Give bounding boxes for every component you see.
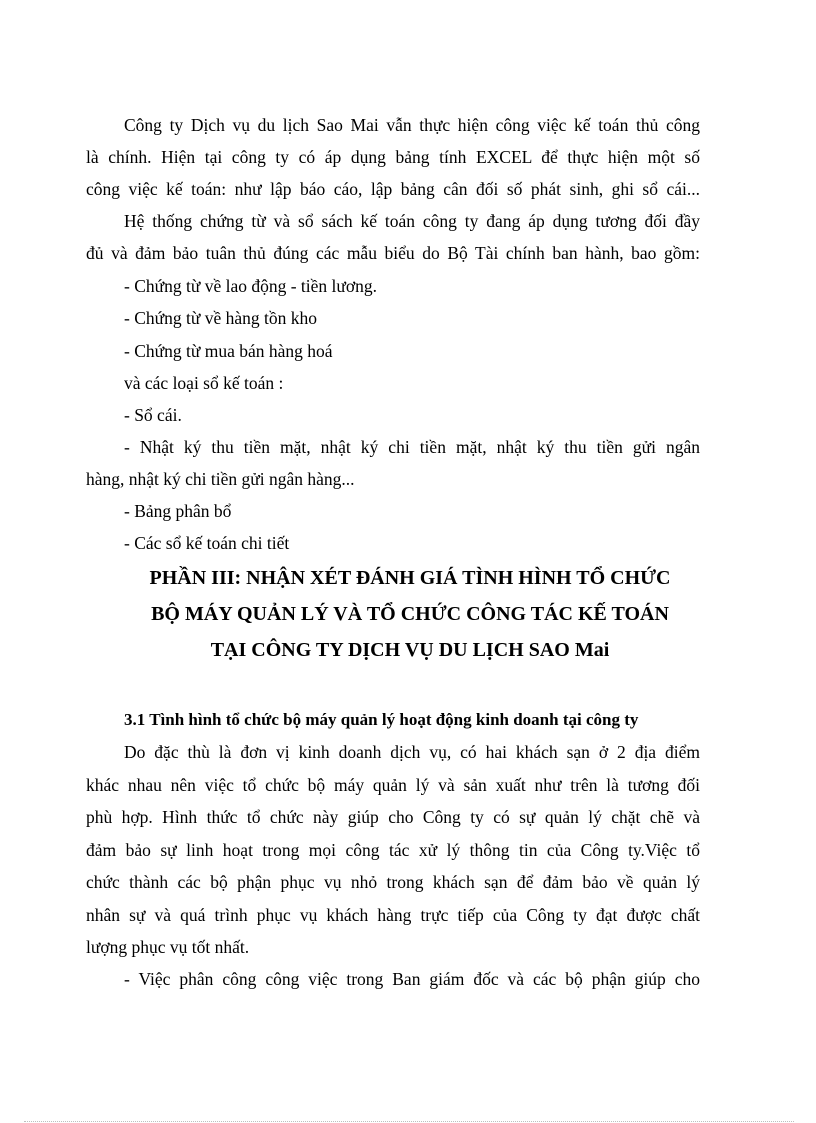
list-item-continuation: hàng, nhật ký chi tiền gửi ngân hàng... xyxy=(86,469,355,489)
paragraph-line: - Việc phân công công việc trong Ban giám đốc và các bộ phận giúp cho xyxy=(124,969,700,989)
list-item: - Chứng từ về lao động - tiền lương. xyxy=(124,276,378,296)
page-bottom-border xyxy=(24,1121,794,1122)
paragraph-line: đủ và đảm bảo tuân thủ đúng các mẫu biểu do Bộ Tài chính ban hành, bao gồm: xyxy=(86,243,700,263)
paragraph-line: khác nhau nên việc tổ chức bộ máy quản lý và sản xuất như trên là tương đối xyxy=(86,775,700,795)
part-title: PHẦN III: NHẬN XÉT ĐÁNH GIÁ TÌNH HÌNH TỔ CHỨC xyxy=(149,567,671,589)
paragraph-line: Hệ thống chứng từ và sổ sách kế toán công ty đang áp dụng tương đối đầy xyxy=(124,211,700,231)
paragraph-line: chức thành các bộ phận phục vụ nhỏ trong khách sạn để đảm bảo về quản lý xyxy=(86,872,700,892)
paragraph-line: là chính. Hiện tại công ty có áp dụng bảng tính EXCEL để thực hiện một số xyxy=(86,147,700,167)
paragraph-line: đảm bảo sự linh hoạt trong mọi công tác xử lý thông tin của Công ty.Việc tổ xyxy=(86,840,700,860)
books-intro: và các loại sổ kế toán : xyxy=(124,373,284,393)
paragraph-line: Công ty Dịch vụ du lịch Sao Mai vẫn thực hiện công việc kế toán thủ công xyxy=(124,115,700,135)
paragraph-line: công việc kế toán: như lập báo cáo, lập bảng cân đối số phát sinh, ghi sổ cái... xyxy=(86,179,700,199)
paragraph-line: Do đặc thù là đơn vị kinh doanh dịch vụ, có hai khách sạn ở 2 địa điểm xyxy=(124,742,700,762)
part-title: BỘ MÁY QUẢN LÝ VÀ TỔ CHỨC CÔNG TÁC KẾ TOÁN xyxy=(151,603,669,625)
list-item: - Chứng từ về hàng tồn kho xyxy=(124,308,317,328)
section-heading: 3.1 Tình hình tổ chức bộ máy quản lý hoạt động kinh doanh tại công ty xyxy=(124,710,639,729)
list-item: - Sổ cái. xyxy=(124,405,182,425)
part-title: TẠI CÔNG TY DỊCH VỤ DU LỊCH SAO Mai xyxy=(210,639,610,661)
list-item: - Chứng từ mua bán hàng hoá xyxy=(124,341,333,361)
list-item: - Bảng phân bổ xyxy=(124,501,232,521)
paragraph-line: lượng phục vụ tốt nhất. xyxy=(86,937,250,957)
paragraph-line: phù hợp. Hình thức tổ chức này giúp cho Công ty có sự quản lý chặt chẽ và xyxy=(86,807,700,827)
paragraph-line: nhân sự và quá trình phục vụ khách hàng trực tiếp của Công ty đạt được chất xyxy=(86,905,700,925)
list-item: - Các sổ kế toán chi tiết xyxy=(124,533,290,553)
list-item: - Nhật ký thu tiền mặt, nhật ký chi tiền mặt, nhật ký thu tiền gửi ngân xyxy=(124,437,700,457)
